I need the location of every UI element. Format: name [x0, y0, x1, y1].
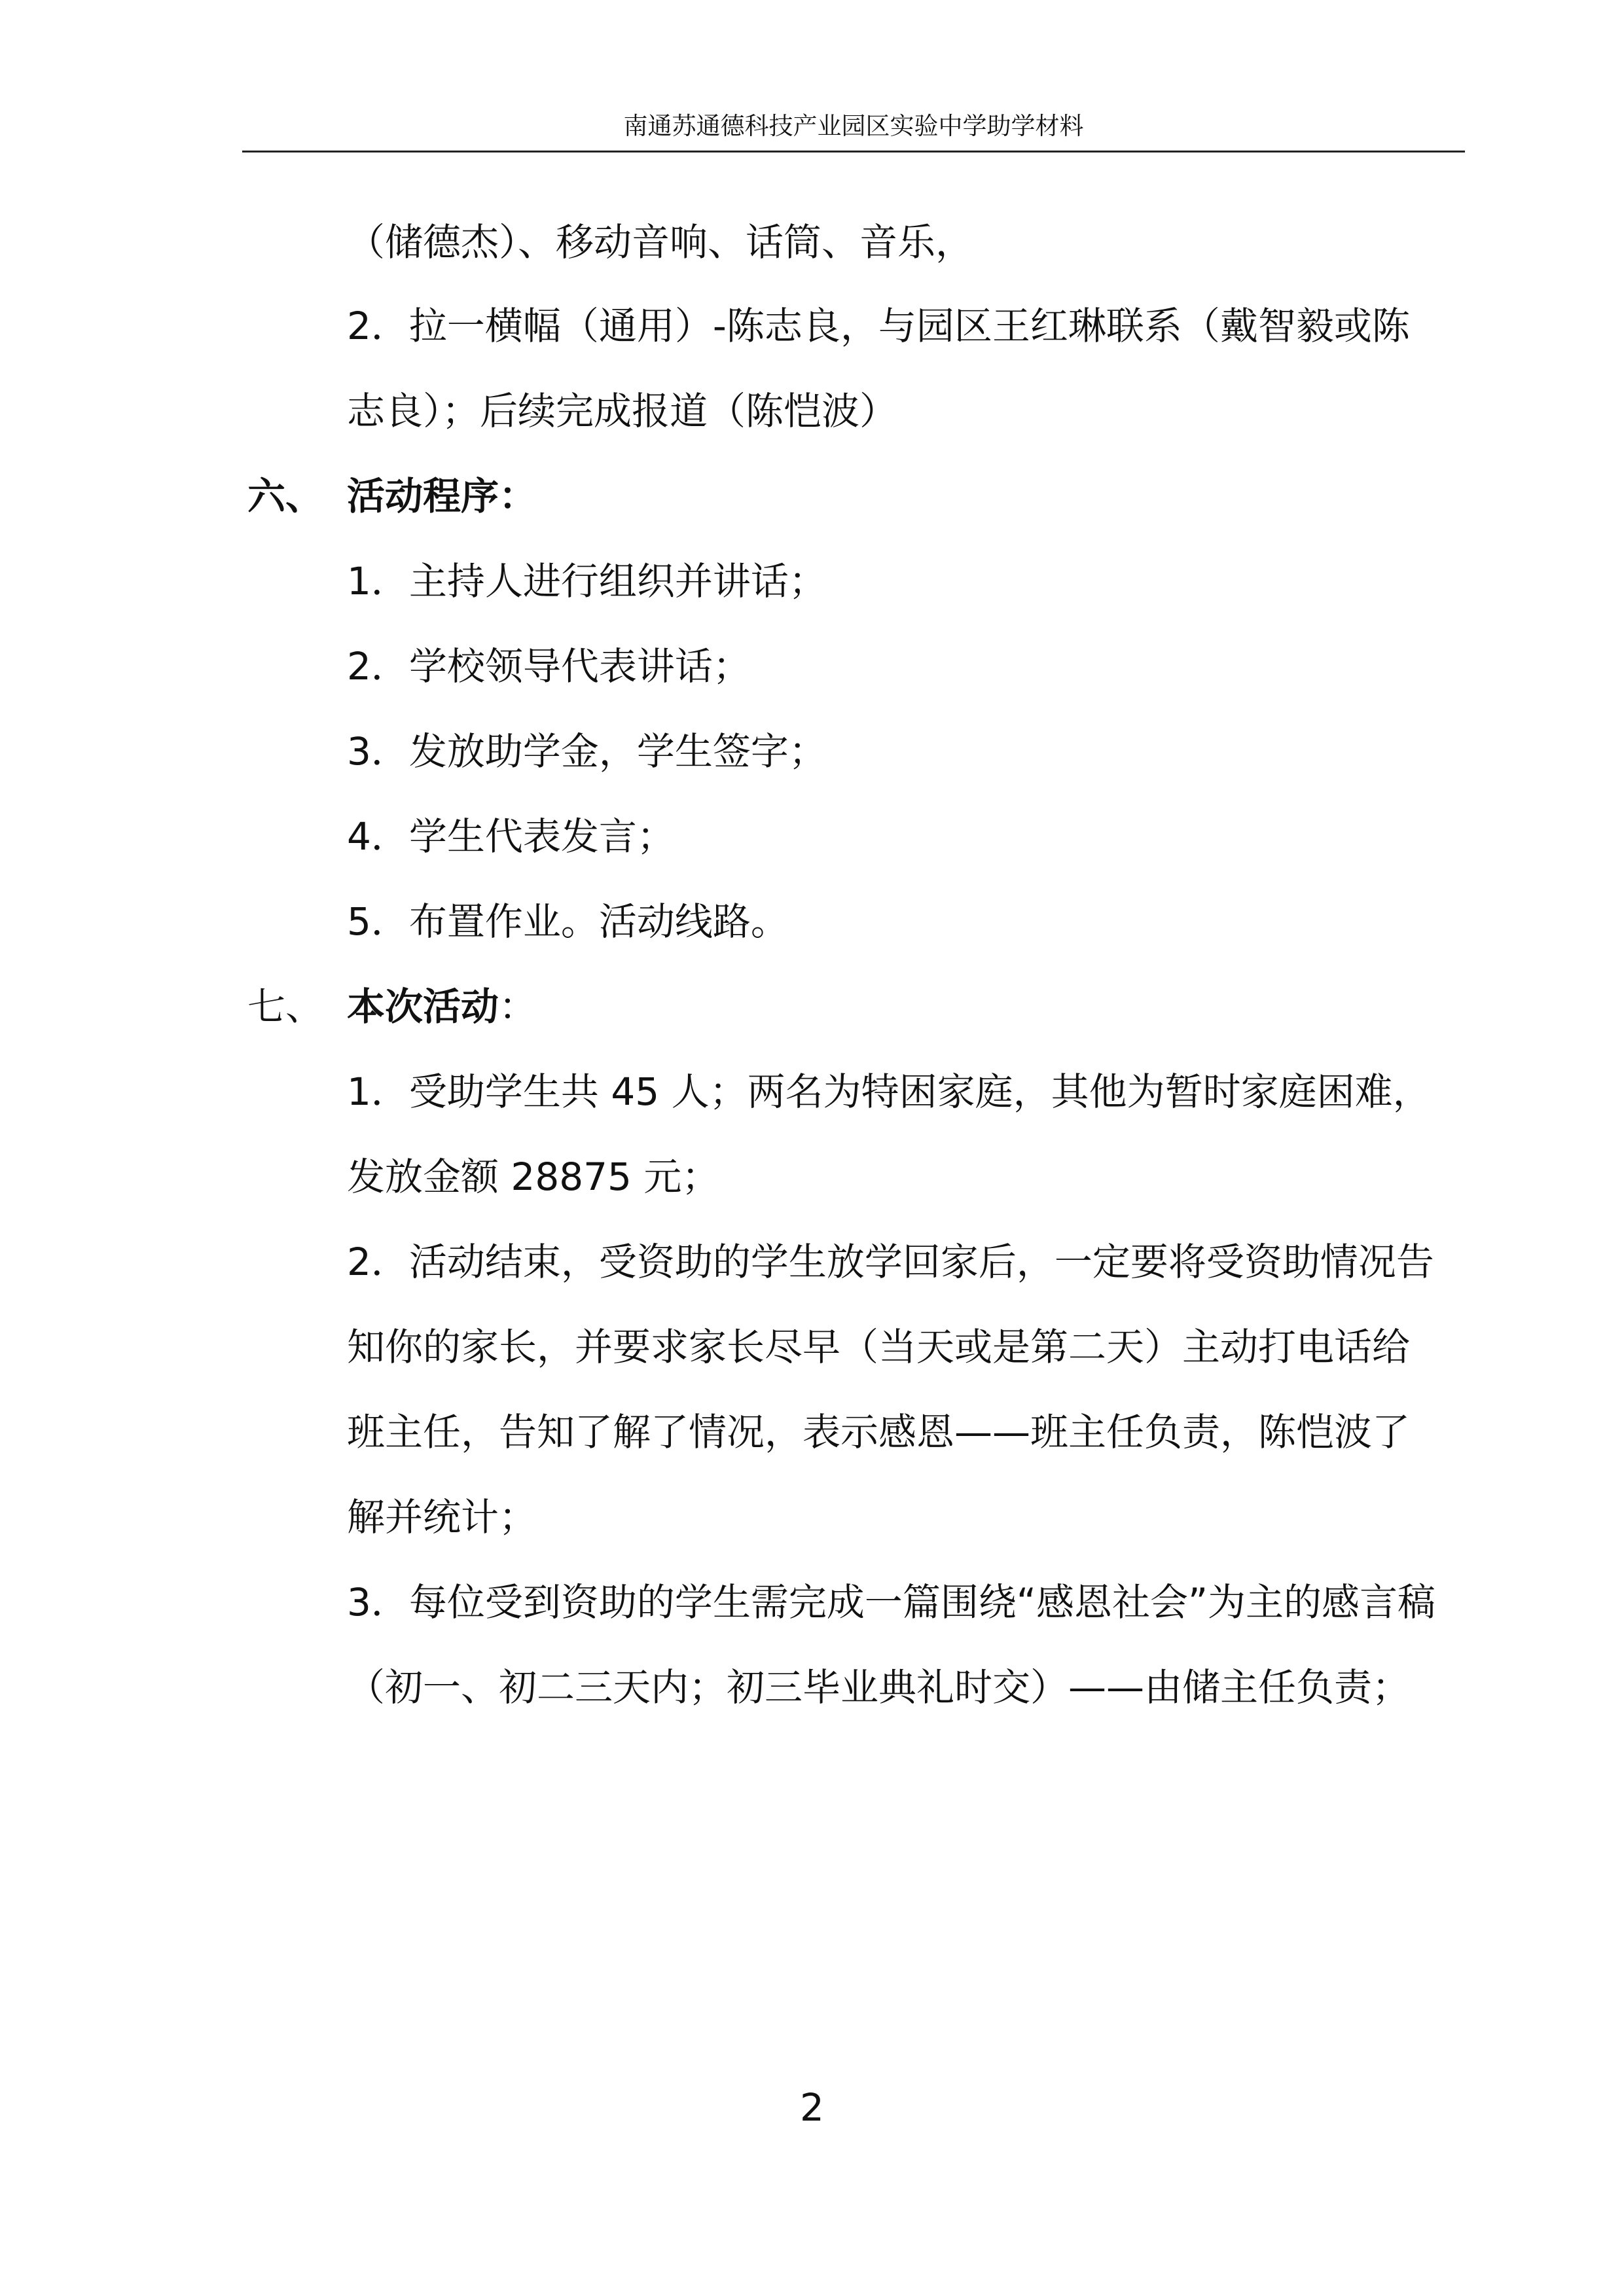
section-6-item-5: 5．布置作业。活动线路。: [347, 899, 789, 944]
page-header-title: 南通苏通德科技产业园区实验中学助学材料: [623, 112, 1084, 140]
section-6-item-1: 1．主持人进行组织并讲话；: [347, 559, 827, 603]
section-7-line-6: 解并统计；: [347, 1495, 537, 1539]
section-7-line-8: （初一、初二三天内；初三毕业典礼时交）——由储主任负责；: [347, 1665, 1411, 1710]
page-number: 2: [800, 2085, 824, 2130]
section-6-title: 活动程序：: [347, 474, 537, 518]
body-line-2: 2．拉一横幅（通用）-陈志良，与园区王红琳联系（戴智毅或陈: [347, 304, 1410, 348]
section-6-item-4: 4．学生代表发言；: [347, 814, 675, 859]
header-divider: [242, 151, 1465, 152]
section-7-title: [347, 980, 537, 1033]
section-6-number: 六、: [247, 474, 324, 518]
section-7-line-1: 1．受助学生共 45 人；两名为特困家庭，其他为暂时家庭困难，: [347, 1069, 1431, 1114]
section-7-line-5: 班主任，告知了解了情况，表示感恩——班主任负责，陈恺波了: [347, 1410, 1411, 1454]
section-7-title-bold: 本次活动: [347, 984, 499, 1029]
section-7-line-3: 2．活动结束，受资助的学生放学回家后，一定要将受资助情况告: [347, 1240, 1434, 1284]
body-line-1: （储德杰）、移动音响、话筒、音乐，: [347, 220, 974, 264]
section-7-title-suffix: ：: [499, 984, 537, 1029]
section-7-number: 七、: [247, 984, 324, 1029]
section-6-item-2: 2．学校领导代表讲话；: [347, 644, 751, 689]
section-7-line-4: 知你的家长，并要求家长尽早（当天或是第二天）主动打电话给: [347, 1325, 1411, 1369]
section-7-line-7: 3．每位受到资助的学生需完成一篇围绕“感恩社会”为主的感言稿: [347, 1580, 1435, 1624]
body-line-3: 志良）；后续完成报道（陈恺波）: [347, 389, 898, 433]
section-6-item-3: 3．发放助学金，学生签字；: [347, 729, 827, 774]
section-7-line-2: 发放金额 28875 元；: [347, 1155, 720, 1199]
